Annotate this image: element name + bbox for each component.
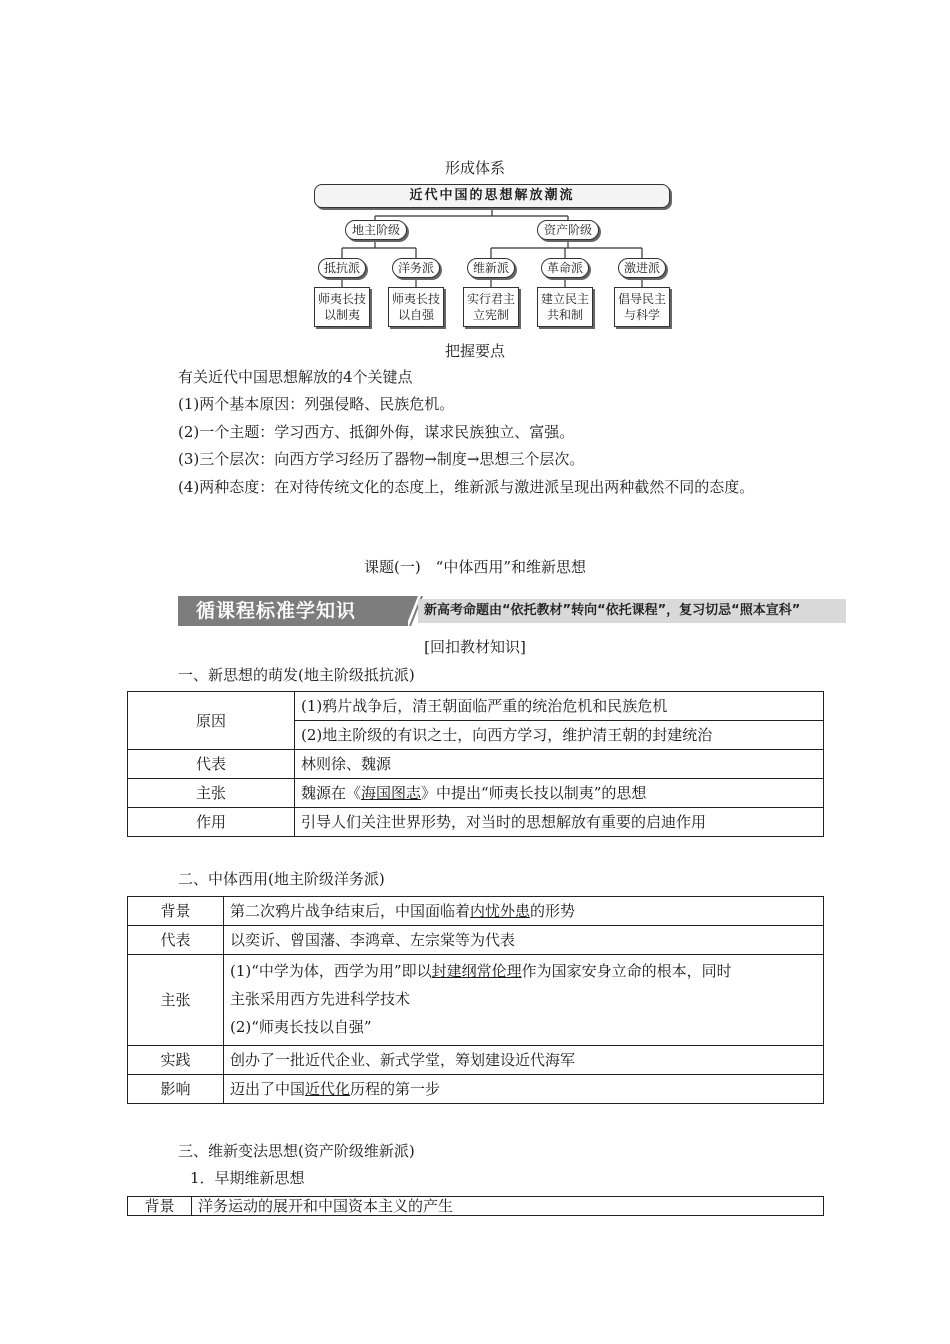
- part1-heading: 一、新思想的萌发(地主阶级抵抗派): [178, 666, 415, 684]
- table-row: [128, 779, 824, 808]
- diagram-faction-westernization: 洋务派: [392, 258, 440, 278]
- table-key: 背景: [128, 1197, 192, 1216]
- diagram-idea-reform: [463, 287, 519, 327]
- idea-line: 立宪制: [472, 308, 509, 322]
- table-row: [128, 897, 824, 926]
- underlined-term: 封建纲常伦理: [431, 962, 522, 980]
- table-key: 代表: [128, 926, 224, 955]
- key-point-item: (3)三个层次：向西方学习经历了器物→制度→思想三个层次。: [178, 450, 585, 468]
- diagram-idea-revolution: [537, 287, 593, 327]
- idea-line: 以制夷: [323, 308, 360, 322]
- key-point-item: (1)两个基本原因：列强侵略、民族危机。: [178, 395, 455, 413]
- banner-subtitle: 新高考命题由“依托教材”转向“依托课程”，复习切忌“照本宣科”: [418, 599, 846, 623]
- text-segment: 历程的第一步: [350, 1080, 441, 1098]
- key-point-item: (4)两种态度：在对待传统文化的态度上，维新派与激进派呈现出两种截然不同的态度。: [178, 478, 755, 496]
- diagram-faction-radical: 激进派: [618, 258, 666, 278]
- underlined-term: 内忧外患: [470, 902, 531, 920]
- table-key: 代表: [128, 750, 295, 779]
- text-segment: 的形势: [530, 902, 576, 920]
- table-value: (1)鸦片战争后，清王朝面临严重的统治危机和民族危机: [295, 692, 824, 721]
- part1-table: [127, 691, 824, 837]
- section-key-title: 把握要点: [444, 342, 505, 360]
- thought-liberation-diagram: [310, 180, 675, 332]
- banner-label: 循课程标准学知识: [178, 596, 408, 626]
- idea-line: 师夷长技: [391, 292, 440, 306]
- underlined-term: 近代化: [305, 1080, 351, 1098]
- table-key: 实践: [128, 1046, 224, 1075]
- table-row: [128, 1075, 824, 1104]
- claim-line: (2)“师夷长技以自强”: [230, 1018, 372, 1036]
- table-row: [128, 1197, 824, 1216]
- table-row: [128, 955, 824, 1046]
- key-points-intro: 有关近代中国思想解放的4个关键点: [178, 368, 413, 386]
- part2-heading: 二、中体西用(地主阶级洋务派): [178, 870, 385, 888]
- table-value: (2)地主阶级的有识之士，向西方学习，维护清王朝的封建统治: [295, 721, 824, 750]
- lesson-title: 课题(一) “中体西用”和维新思想: [363, 558, 587, 576]
- diagram-class-bourgeois: 资产阶级: [537, 220, 599, 240]
- part3-heading: 三、维新变法思想(资产阶级维新派): [178, 1142, 415, 1160]
- text-segment: 迈出了中国: [230, 1080, 306, 1098]
- table-key: 主张: [128, 779, 295, 808]
- diagram-idea-resistance: [314, 287, 370, 327]
- diagram-faction-resistance: 抵抗派: [318, 258, 366, 278]
- diagram-idea-westernization: [388, 287, 444, 327]
- text-segment: (1)“中学为体，西学为用”即以: [230, 962, 432, 980]
- claim-line: 主张采用西方先进科学技术: [230, 990, 411, 1008]
- text-segment: 魏源在《: [301, 784, 362, 802]
- table-value: [224, 955, 824, 1046]
- table-value: 洋务运动的展开和中国资本主义的产生: [192, 1197, 824, 1216]
- idea-line: 倡导民主: [617, 292, 666, 306]
- table-row: [128, 750, 824, 779]
- part3-table: [127, 1196, 824, 1216]
- part3-subheading: 1．早期维新思想: [190, 1169, 305, 1187]
- table-value: [295, 779, 824, 808]
- diagram-faction-reform: 维新派: [467, 258, 515, 278]
- table-value: 以奕䜣、曾国藩、李鸿章、左宗棠等为代表: [224, 926, 824, 955]
- table-key: 影响: [128, 1075, 224, 1104]
- section-form-title: 形成体系: [444, 159, 505, 177]
- table-value: 林则徐、魏源: [295, 750, 824, 779]
- table-value: 引导人们关注世界形势，对当时的思想解放有重要的启迪作用: [295, 808, 824, 837]
- table-value: [224, 1075, 824, 1104]
- table-key: 背景: [128, 897, 224, 926]
- text-segment: 》中提出“师夷长技以制夷”的思想: [421, 784, 647, 802]
- table-value: 创办了一批近代企业、新式学堂，筹划建设近代海军: [224, 1046, 824, 1075]
- idea-line: 与科学: [623, 308, 660, 322]
- diagram-faction-revolution: 革命派: [541, 258, 589, 278]
- recall-label: [回扣教材知识]: [424, 638, 526, 656]
- table-row: [128, 926, 824, 955]
- section-banner: [178, 596, 846, 626]
- key-point-item: (2)一个主题：学习西方、抵御外侮，谋求民族独立、富强。: [178, 423, 575, 441]
- idea-line: 以自强: [397, 308, 434, 322]
- table-row: [128, 1046, 824, 1075]
- underlined-term: 海国图志: [361, 784, 422, 802]
- diagram-root: 近代中国的思想解放潮流: [314, 184, 670, 208]
- claim-line: [230, 957, 817, 985]
- table-value: [224, 897, 824, 926]
- table-row: [128, 692, 824, 721]
- idea-line: 师夷长技: [317, 292, 366, 306]
- idea-line: 共和制: [546, 308, 583, 322]
- table-key: 原因: [128, 692, 295, 750]
- idea-line: 建立民主: [540, 292, 589, 306]
- table-key: 作用: [128, 808, 295, 837]
- text-segment: 作为国家安身立命的根本，同时: [521, 962, 732, 980]
- part2-table: [127, 896, 824, 1104]
- table-row: [128, 808, 824, 837]
- table-key: 主张: [128, 955, 224, 1046]
- diagram-class-landlord: 地主阶级: [345, 220, 407, 240]
- idea-line: 实行君主: [466, 292, 515, 306]
- text-segment: 第二次鸦片战争结束后，中国面临着: [230, 902, 471, 920]
- diagram-idea-radical: [614, 287, 670, 327]
